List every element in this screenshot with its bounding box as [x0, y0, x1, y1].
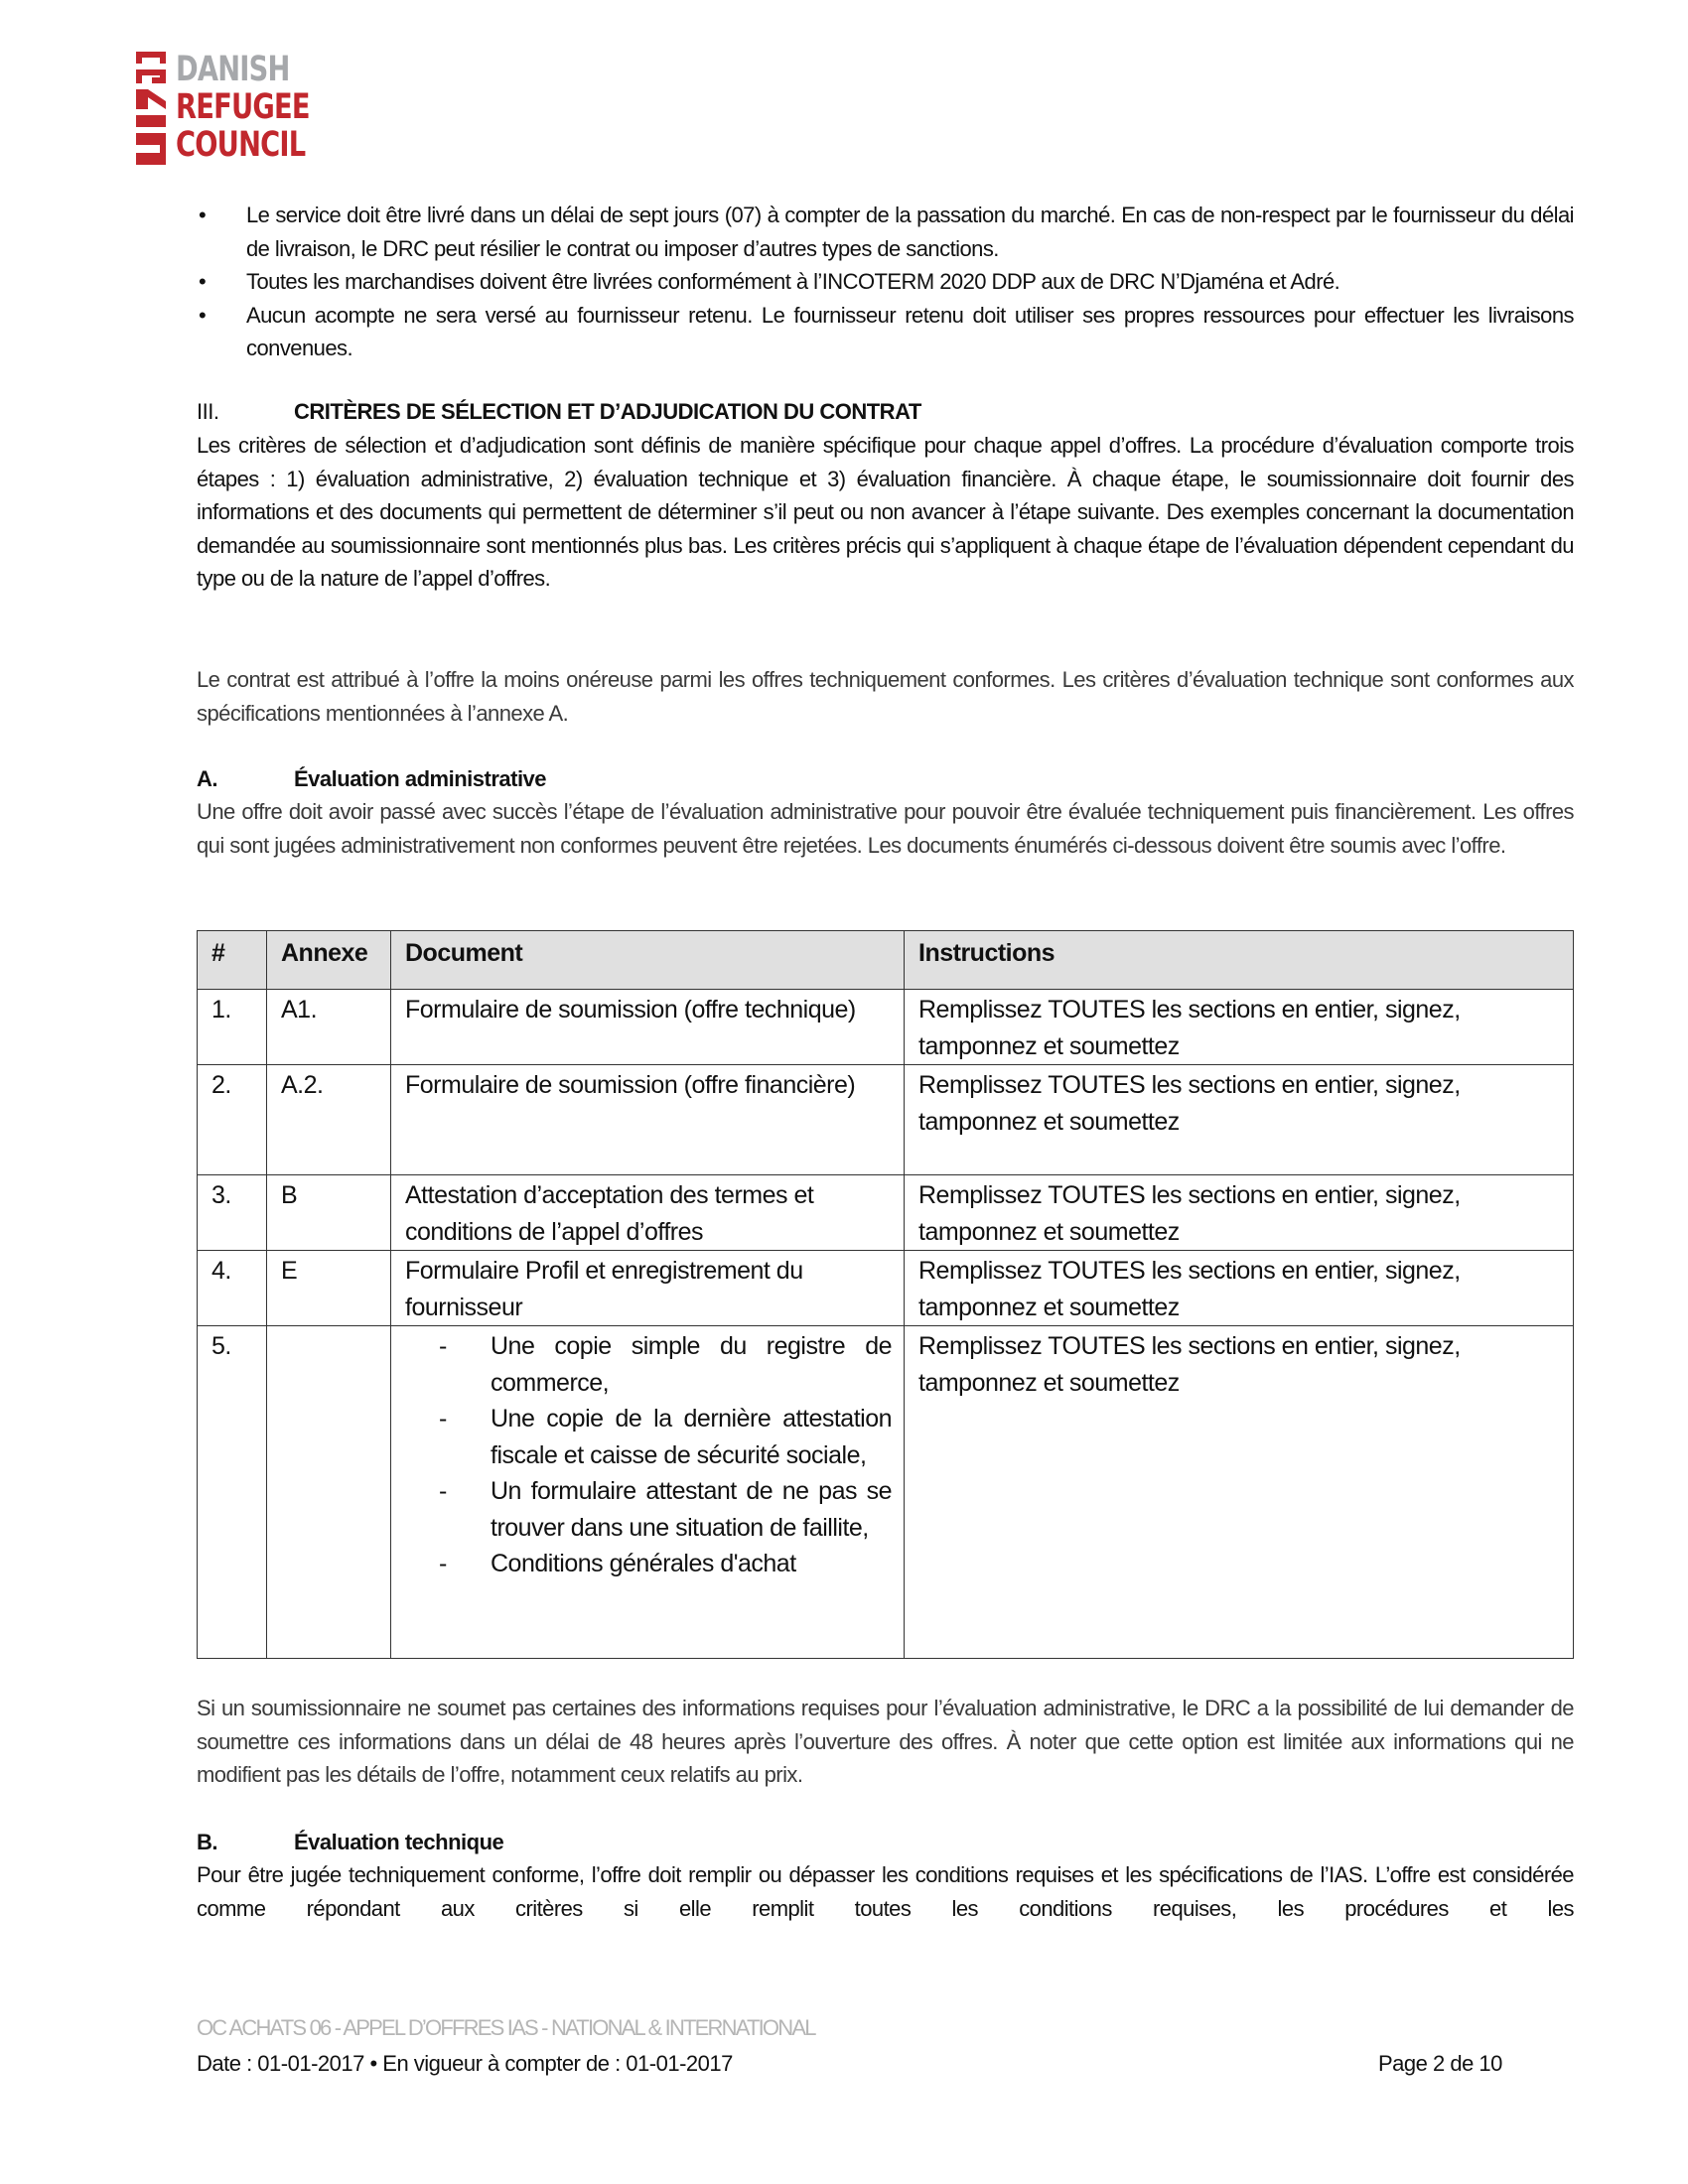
section-a-after-table-paragraph: Si un soumissionnaire ne soumet pas certaines des informations requises pour l’évaluation administrative, le DRC a la possibilité de lui demander de soumettre ces informations dans un délai de 48 heures après l’ouverture des offres. À noter que cette option est limitée aux informations qui ne modifient pas les détails de l’offre, notamment ceux relatifs au prix. [197, 1696, 1574, 1788]
bullet-item: • Le service doit être livré dans un délai de sept jours (07) à compter de la passation du marché. En cas de non-respect par le fournisseur du délai de livraison, le DRC peut résilier le contrat ou imposer d’autres types de sanctions. [197, 199, 1574, 265]
cell-document [391, 1326, 905, 1659]
document-sublist [391, 1328, 892, 1582]
column-header-document: Document [391, 931, 905, 990]
section-heading-a [197, 764, 546, 794]
cell-number: 2. [198, 1065, 267, 1175]
column-header-annexe: Annexe [267, 931, 391, 990]
dash-bullet-icon: - [439, 1477, 447, 1505]
cell-instructions: Remplissez TOUTES les sections en entier, signez, tamponnez et soumettez [905, 990, 1574, 1065]
bullet-icon: • [199, 269, 207, 295]
cell-annexe: B [267, 1175, 391, 1251]
cell-document: Formulaire de soumission (offre technique) [391, 990, 905, 1065]
section-iii-paragraph-1: Les critères de sélection et d’adjudication sont définis de manière spécifique pour chaque appel d’offres. La procédure d’évaluation comporte trois étapes : 1) évaluation administrative, 2) évaluation technique et 3) évaluation financière. À chaque étape, le soumissionnaire doit fournir des informations et des documents qui permettent de déterminer s’il peut ou non avancer à l’étape suivante. Des exemples concernant la documentation demandée au soumissionnaire sont mentionnés plus bas. Les critères précis qui s’appliquent à chaque étape de l’évaluation dépendent cependant du type ou de la nature de l’appel d’offres. [197, 433, 1574, 592]
section-heading-b [197, 1828, 503, 1857]
sublist-item: - Un formulaire attestant de ne pas se trouver dans une situation de faillite, [391, 1473, 892, 1546]
table-header-row [198, 931, 1574, 990]
section-number: B. [197, 1830, 217, 1854]
section-number: A. [197, 766, 217, 791]
section-a-paragraph: Une offre doit avoir passé avec succès l’étape de l’évaluation administrative pour pouvoir être évaluée techniquement puis financièrement. Les offres qui sont jugées administrativement non conformes peuvent être rejetées. Les documents énumérés ci-dessous doivent être soumis avec l’offre. [197, 799, 1574, 858]
dash-bullet-icon: - [439, 1332, 447, 1360]
cell-instructions: Remplissez TOUTES les sections en entier, signez, tamponnez et soumettez [905, 1326, 1574, 1659]
cell-instructions: Remplissez TOUTES les sections en entier, signez, tamponnez et soumettez [905, 1251, 1574, 1326]
sublist-item: - Conditions générales d'achat [391, 1546, 892, 1582]
cell-document: Formulaire de soumission (offre financière) [391, 1065, 905, 1175]
conditions-bullet-list [197, 199, 1574, 365]
logo-text-refugee: REFUGEE [176, 87, 310, 127]
required-documents-table [197, 930, 1574, 1659]
bullet-item: • Aucun acompte ne sera versé au fournisseur retenu. Le fournisseur retenu doit utiliser ses propres ressources pour effectuer les livraisons convenues. [197, 299, 1574, 365]
cell-number: 4. [198, 1251, 267, 1326]
bullet-icon: • [199, 302, 207, 328]
table-row [198, 1175, 1574, 1251]
section-b-paragraph: Pour être jugée techniquement conforme, l’offre doit remplir ou dépasser les conditions requises et les spécifications de l’IAS. L’offre est considérée comme répondant aux critères si elle remplit toutes les conditions requises, les procédures et les [197, 1862, 1574, 1921]
table-row [198, 1326, 1574, 1659]
sublist-item: - Une copie de la dernière attestation fiscale et caisse de sécurité sociale, [391, 1401, 892, 1473]
table-row [198, 1251, 1574, 1326]
section-heading-iii [197, 397, 921, 427]
table-row [198, 1065, 1574, 1175]
cell-number: 3. [198, 1175, 267, 1251]
cell-instructions: Remplissez TOUTES les sections en entier, signez, tamponnez et soumettez [905, 1065, 1574, 1175]
section-title: CRITÈRES DE SÉLECTION ET D’ADJUDICATION DU CONTRAT [294, 399, 921, 424]
footer-date-line: Date : 01-01-2017 • En vigueur à compter de : 01-01-2017 [197, 2051, 733, 2076]
cell-annexe: A1. [267, 990, 391, 1065]
column-header-instructions: Instructions [905, 931, 1574, 990]
cell-number: 1. [198, 990, 267, 1065]
dash-bullet-icon: - [439, 1405, 447, 1433]
drc-logo [132, 50, 331, 167]
bullet-icon: • [199, 203, 207, 227]
cell-number: 5. [198, 1326, 267, 1659]
cell-annexe: A.2. [267, 1065, 391, 1175]
cell-annexe: E [267, 1251, 391, 1326]
drc-logo-mark-icon [132, 50, 170, 167]
logo-text-danish: DANISH [176, 50, 290, 89]
table-row [198, 990, 1574, 1065]
dash-bullet-icon: - [439, 1550, 447, 1577]
cell-instructions: Remplissez TOUTES les sections en entier, signez, tamponnez et soumettez [905, 1175, 1574, 1251]
bullet-item: • Toutes les marchandises doivent être livrées conformément à l’INCOTERM 2020 DDP aux de DRC N’Djaména et Adré. [197, 265, 1574, 299]
footer-document-title: OC ACHATS 06 - APPEL D’OFFRES IAS - NATIONAL & INTERNATIONAL [197, 2015, 815, 2040]
column-header-number: # [198, 931, 267, 990]
section-title: Évaluation administrative [294, 766, 547, 791]
cell-document: Attestation d’acceptation des termes et conditions de l’appel d’offres [391, 1175, 905, 1251]
sublist-item: - Une copie simple du registre de commerce, [391, 1328, 892, 1401]
section-title: Évaluation technique [294, 1830, 504, 1854]
footer-page-number: Page 2 de 10 [1378, 2051, 1502, 2076]
section-number: III. [197, 399, 219, 424]
logo-text-council: COUNCIL [176, 125, 306, 165]
section-iii-paragraph-2: Le contrat est attribué à l’offre la moins onéreuse parmi les offres techniquement conformes. Les critères d’évaluation technique sont conformes aux spécifications mentionnées à l’annexe A. [197, 667, 1574, 726]
cell-annexe [267, 1326, 391, 1659]
cell-document: Formulaire Profil et enregistrement du fournisseur [391, 1251, 905, 1326]
